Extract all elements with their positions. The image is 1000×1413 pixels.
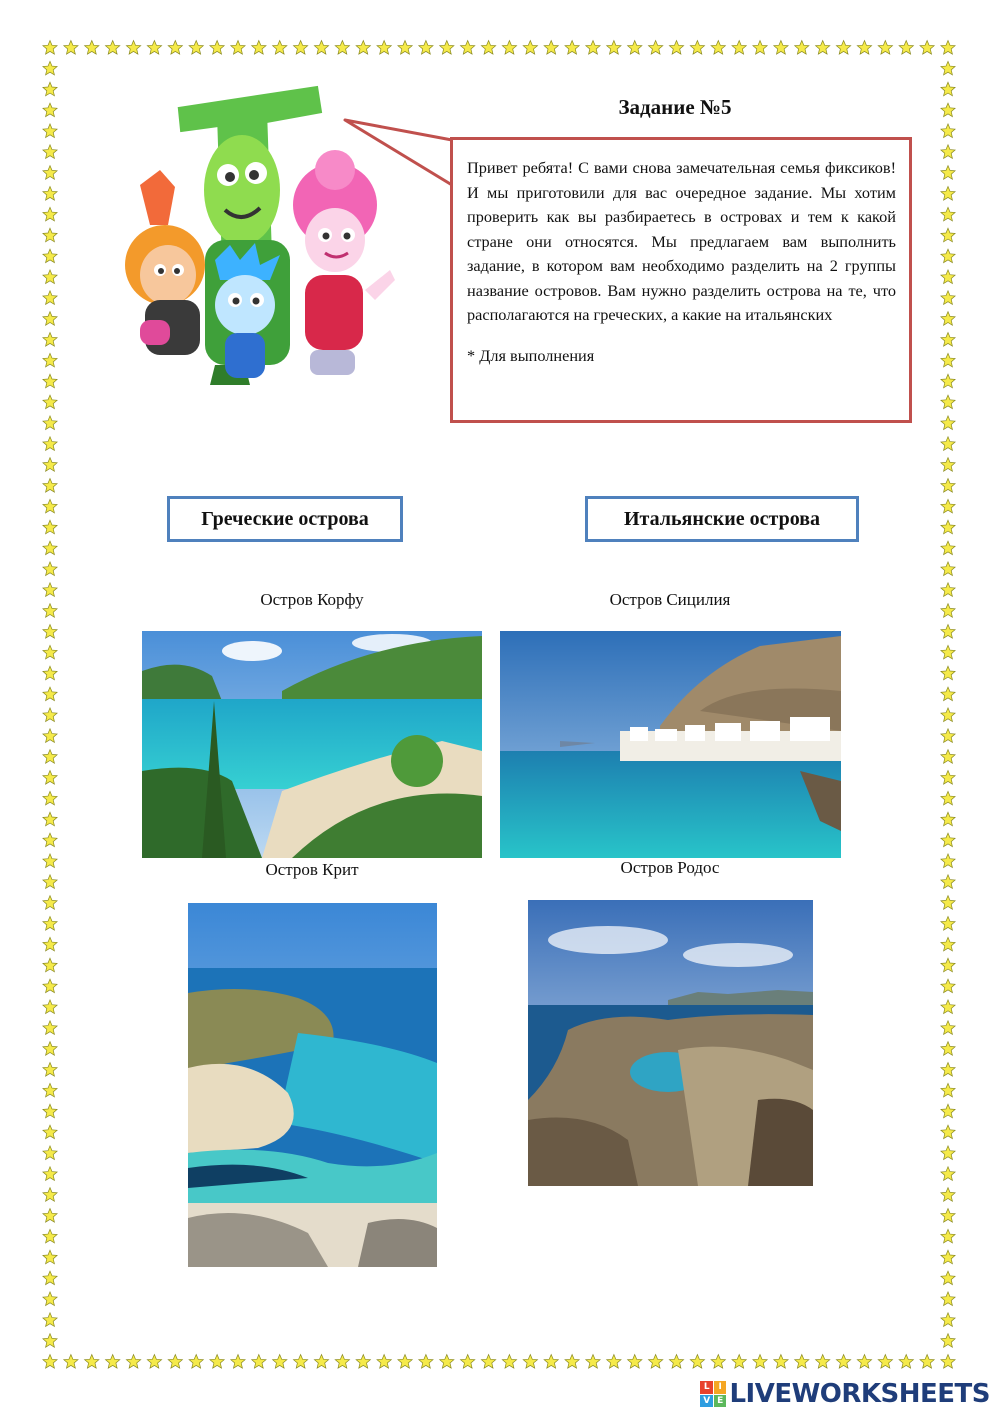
border-star-icon xyxy=(878,41,892,55)
border-star-icon xyxy=(43,1167,57,1181)
rhodes-photo xyxy=(528,900,813,1186)
border-star-icon xyxy=(920,1355,934,1369)
border-star-icon xyxy=(941,917,955,931)
border-star-icon xyxy=(941,1167,955,1181)
border-star-icon xyxy=(941,937,955,951)
border-star-icon xyxy=(941,625,955,639)
border-star-icon xyxy=(189,41,203,55)
border-star-icon xyxy=(43,729,57,743)
logo-letter-l: L xyxy=(700,1381,713,1394)
border-star-icon xyxy=(941,896,955,910)
border-star-icon xyxy=(774,41,788,55)
border-star-icon xyxy=(941,645,955,659)
border-star-icon xyxy=(440,1355,454,1369)
border-star-icon xyxy=(64,1355,78,1369)
border-star-icon xyxy=(816,1355,830,1369)
border-star-icon xyxy=(43,708,57,722)
border-star-icon xyxy=(43,917,57,931)
liveworksheets-logo-icon xyxy=(700,1381,726,1407)
crete-photo xyxy=(188,903,437,1267)
border-star-icon xyxy=(85,1355,99,1369)
border-star-icon xyxy=(565,41,579,55)
border-star-icon xyxy=(419,41,433,55)
liveworksheets-brand-text: LIVEWORKSHEETS xyxy=(729,1379,990,1409)
italian-islands-label: Итальянские острова xyxy=(623,507,821,530)
border-star-icon xyxy=(43,937,57,951)
border-star-icon xyxy=(461,1355,475,1369)
border-star-icon xyxy=(941,812,955,826)
border-star-icon xyxy=(502,1355,516,1369)
border-star-icon xyxy=(941,1209,955,1223)
border-star-icon xyxy=(461,41,475,55)
border-star-icon xyxy=(377,1355,391,1369)
border-star-icon xyxy=(189,1355,203,1369)
border-star-icon xyxy=(43,666,57,680)
border-star-icon xyxy=(941,1355,955,1369)
border-star-icon xyxy=(43,374,57,388)
border-star-icon xyxy=(210,41,224,55)
border-star-icon xyxy=(147,41,161,55)
border-star-icon xyxy=(941,124,955,138)
border-star-icon xyxy=(43,353,57,367)
border-star-icon xyxy=(628,41,642,55)
border-star-icon xyxy=(43,958,57,972)
border-star-icon xyxy=(586,1355,600,1369)
border-star-icon xyxy=(43,82,57,96)
border-star-icon xyxy=(43,1334,57,1348)
border-star-icon xyxy=(649,41,663,55)
border-star-icon xyxy=(941,1083,955,1097)
border-star-icon xyxy=(795,41,809,55)
border-star-icon xyxy=(941,291,955,305)
border-star-icon xyxy=(941,1271,955,1285)
border-star-icon xyxy=(43,625,57,639)
border-star-icon xyxy=(941,1042,955,1056)
border-star-icon xyxy=(43,395,57,409)
border-star-icon xyxy=(607,1355,621,1369)
corfu-photo xyxy=(142,631,482,858)
border-star-icon xyxy=(857,1355,871,1369)
border-star-icon xyxy=(43,1271,57,1285)
border-star-icon xyxy=(941,729,955,743)
border-star-icon xyxy=(43,333,57,347)
border-star-icon xyxy=(294,41,308,55)
island-caption-rhodes[interactable]: Остров Родос xyxy=(620,858,720,877)
border-star-icon xyxy=(43,499,57,513)
border-star-icon xyxy=(481,41,495,55)
border-star-icon xyxy=(43,145,57,159)
border-star-icon xyxy=(481,1355,495,1369)
border-star-icon xyxy=(523,1355,537,1369)
bubble-text: Привет ребята! С вами снова замечательная семья фиксиков! И мы приготовили для вас очередное задание. Мы хотим проверить как вы разбираетесь в островах и тем к какой стране они относятся. Мы предлагаем вам выполнить задание, в котором вам необходимо разделить на 2 группы название островов. Вам нужно разделить острова на те, что располагаются на греческих, а какие на итальянских xyxy=(467,158,896,324)
greek-islands-dropzone[interactable] xyxy=(167,496,403,542)
border-star-icon xyxy=(711,41,725,55)
border-star-icon xyxy=(941,228,955,242)
border-star-icon xyxy=(607,41,621,55)
border-star-icon xyxy=(43,187,57,201)
border-star-icon xyxy=(43,103,57,117)
border-star-icon xyxy=(64,41,78,55)
border-star-icon xyxy=(941,604,955,618)
border-star-icon xyxy=(857,41,871,55)
border-star-icon xyxy=(711,1355,725,1369)
logo-letter-e: E xyxy=(714,1395,727,1408)
border-star-icon xyxy=(544,41,558,55)
border-star-icon xyxy=(649,1355,663,1369)
border-star-icon xyxy=(941,1125,955,1139)
border-star-icon xyxy=(43,249,57,263)
border-star-icon xyxy=(941,458,955,472)
border-star-icon xyxy=(43,875,57,889)
border-star-icon xyxy=(335,1355,349,1369)
border-star-icon xyxy=(941,1188,955,1202)
border-star-icon xyxy=(941,1104,955,1118)
border-star-icon xyxy=(43,61,57,75)
bubble-note: * Для выполнения xyxy=(467,345,595,365)
border-star-icon xyxy=(273,41,287,55)
border-star-icon xyxy=(43,562,57,576)
task-title: Задание №5 xyxy=(618,95,732,119)
border-star-icon xyxy=(941,166,955,180)
border-star-icon xyxy=(43,750,57,764)
border-star-icon xyxy=(941,103,955,117)
border-star-icon xyxy=(147,1355,161,1369)
border-star-icon xyxy=(43,207,57,221)
border-star-icon xyxy=(669,1355,683,1369)
border-star-icon xyxy=(899,1355,913,1369)
border-star-icon xyxy=(941,520,955,534)
border-star-icon xyxy=(356,1355,370,1369)
border-star-icon xyxy=(43,1000,57,1014)
border-star-icon xyxy=(941,270,955,284)
border-star-icon xyxy=(314,41,328,55)
border-star-icon xyxy=(43,1146,57,1160)
island-caption-sicily[interactable]: Остров Сицилия xyxy=(609,590,731,609)
border-star-icon xyxy=(941,207,955,221)
border-star-icon xyxy=(43,791,57,805)
border-star-icon xyxy=(941,61,955,75)
border-star-icon xyxy=(941,187,955,201)
border-star-icon xyxy=(126,41,140,55)
border-star-icon xyxy=(523,41,537,55)
border-star-icon xyxy=(294,1355,308,1369)
border-star-icon xyxy=(314,1355,328,1369)
border-star-icon xyxy=(43,583,57,597)
border-star-icon xyxy=(43,437,57,451)
border-star-icon xyxy=(941,395,955,409)
border-star-icon xyxy=(941,1063,955,1077)
border-star-icon xyxy=(690,1355,704,1369)
border-star-icon xyxy=(941,82,955,96)
border-star-icon xyxy=(941,499,955,513)
border-star-icon xyxy=(941,958,955,972)
border-star-icon xyxy=(941,437,955,451)
border-star-icon xyxy=(941,145,955,159)
greek-islands-label: Греческие острова xyxy=(201,507,369,530)
border-star-icon xyxy=(941,833,955,847)
island-caption-crete[interactable]: Остров Крит xyxy=(265,860,359,879)
border-star-icon xyxy=(210,1355,224,1369)
border-star-icon xyxy=(106,41,120,55)
border-star-icon xyxy=(941,791,955,805)
border-star-icon xyxy=(43,520,57,534)
border-star-icon xyxy=(941,1292,955,1306)
border-star-icon xyxy=(836,41,850,55)
border-star-icon xyxy=(43,1229,57,1243)
border-star-icon xyxy=(878,1355,892,1369)
border-star-icon xyxy=(43,1292,57,1306)
border-star-icon xyxy=(941,541,955,555)
border-star-icon xyxy=(43,1188,57,1202)
border-star-icon xyxy=(941,1250,955,1264)
border-star-icon xyxy=(795,1355,809,1369)
border-star-icon xyxy=(43,812,57,826)
border-star-icon xyxy=(43,833,57,847)
border-star-icon xyxy=(941,979,955,993)
border-star-icon xyxy=(669,41,683,55)
border-star-icon xyxy=(502,41,516,55)
border-star-icon xyxy=(43,1104,57,1118)
border-star-icon xyxy=(231,41,245,55)
border-star-icon xyxy=(85,41,99,55)
border-star-icon xyxy=(356,41,370,55)
border-star-icon xyxy=(941,875,955,889)
border-star-icon xyxy=(941,416,955,430)
border-star-icon xyxy=(398,1355,412,1369)
border-star-icon xyxy=(43,124,57,138)
border-star-icon xyxy=(836,1355,850,1369)
border-star-icon xyxy=(43,1250,57,1264)
border-star-icon xyxy=(941,333,955,347)
border-star-icon xyxy=(941,666,955,680)
border-star-icon xyxy=(544,1355,558,1369)
island-caption-corfu[interactable]: Остров Корфу xyxy=(260,590,364,609)
border-star-icon xyxy=(43,1313,57,1327)
italian-islands-dropzone[interactable] xyxy=(585,496,859,542)
border-star-icon xyxy=(816,41,830,55)
border-star-icon xyxy=(106,1355,120,1369)
border-star-icon xyxy=(941,708,955,722)
border-star-icon xyxy=(43,854,57,868)
border-star-icon xyxy=(43,312,57,326)
border-star-icon xyxy=(231,1355,245,1369)
border-star-icon xyxy=(43,416,57,430)
border-star-icon xyxy=(398,41,412,55)
border-star-icon xyxy=(43,166,57,180)
border-star-icon xyxy=(628,1355,642,1369)
border-star-icon xyxy=(252,41,266,55)
border-star-icon xyxy=(753,1355,767,1369)
border-star-icon xyxy=(168,1355,182,1369)
border-star-icon xyxy=(43,771,57,785)
border-star-icon xyxy=(565,1355,579,1369)
border-star-icon xyxy=(273,1355,287,1369)
border-star-icon xyxy=(941,1313,955,1327)
border-star-icon xyxy=(941,562,955,576)
speech-bubble xyxy=(450,137,912,423)
border-star-icon xyxy=(377,41,391,55)
border-star-icon xyxy=(899,41,913,55)
border-star-icon xyxy=(920,41,934,55)
logo-letter-i: I xyxy=(714,1381,727,1394)
border-star-icon xyxy=(941,374,955,388)
border-star-icon xyxy=(335,41,349,55)
border-star-icon xyxy=(43,1083,57,1097)
border-star-icon xyxy=(43,645,57,659)
border-star-icon xyxy=(43,1063,57,1077)
border-star-icon xyxy=(690,41,704,55)
border-star-icon xyxy=(941,687,955,701)
border-star-icon xyxy=(43,1355,57,1369)
border-star-icon xyxy=(43,979,57,993)
border-star-icon xyxy=(941,1021,955,1035)
border-star-icon xyxy=(586,41,600,55)
border-star-icon xyxy=(941,1334,955,1348)
liveworksheets-logo[interactable] xyxy=(700,1379,990,1409)
border-star-icon xyxy=(941,479,955,493)
border-star-icon xyxy=(732,1355,746,1369)
border-star-icon xyxy=(941,353,955,367)
border-star-icon xyxy=(43,41,57,55)
border-star-icon xyxy=(252,1355,266,1369)
border-star-icon xyxy=(43,1042,57,1056)
border-star-icon xyxy=(43,896,57,910)
border-star-icon xyxy=(941,1000,955,1014)
border-star-icon xyxy=(43,604,57,618)
border-star-icon xyxy=(43,479,57,493)
border-star-icon xyxy=(753,41,767,55)
border-star-icon xyxy=(43,458,57,472)
border-star-icon xyxy=(941,750,955,764)
border-star-icon xyxy=(941,312,955,326)
border-star-icon xyxy=(941,249,955,263)
logo-letter-v: V xyxy=(700,1395,713,1408)
border-star-icon xyxy=(732,41,746,55)
border-star-icon xyxy=(941,1229,955,1243)
border-star-icon xyxy=(43,1021,57,1035)
border-star-icon xyxy=(43,291,57,305)
border-star-icon xyxy=(43,687,57,701)
border-star-icon xyxy=(43,1209,57,1223)
border-star-icon xyxy=(419,1355,433,1369)
border-star-icon xyxy=(126,1355,140,1369)
border-star-icon xyxy=(43,270,57,284)
border-star-icon xyxy=(440,41,454,55)
border-star-icon xyxy=(43,228,57,242)
speech-bubble-tail xyxy=(340,110,460,210)
border-star-icon xyxy=(941,854,955,868)
border-star-icon xyxy=(941,583,955,597)
border-star-icon xyxy=(774,1355,788,1369)
border-star-icon xyxy=(43,541,57,555)
border-star-icon xyxy=(941,1146,955,1160)
border-star-icon xyxy=(941,771,955,785)
sicily-photo xyxy=(500,631,841,858)
border-star-icon xyxy=(941,41,955,55)
border-star-icon xyxy=(43,1125,57,1139)
border-star-icon xyxy=(168,41,182,55)
